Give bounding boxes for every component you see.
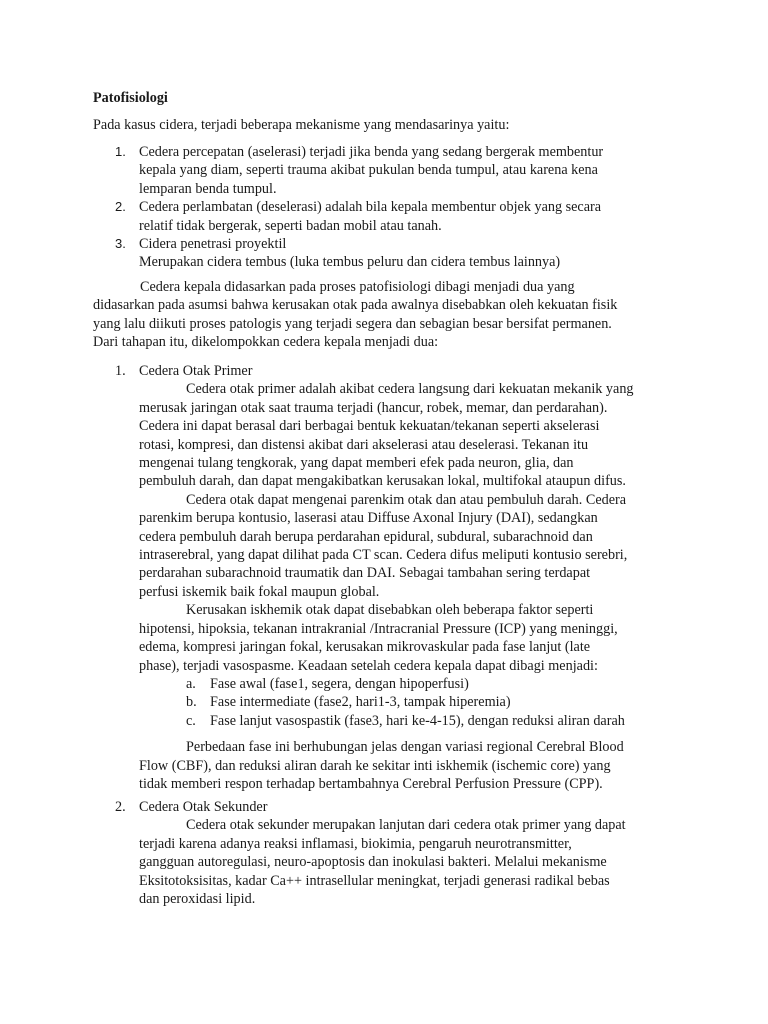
paragraph [115, 491, 670, 601]
list-item [115, 712, 670, 730]
list-number: 3. [115, 236, 126, 252]
text-line: dan peroxidasi lipid. [139, 891, 256, 908]
mechanism-list [93, 143, 653, 272]
list-item [115, 675, 670, 693]
list-number: 1. [115, 144, 126, 159]
list-number: 2. [115, 199, 126, 215]
section-number: 2. [115, 799, 126, 815]
text-line: kepala yang diam, seperti trauma akibat pukulan benda tumpul, atau karena kena [139, 162, 598, 179]
list-item [115, 693, 670, 711]
text-line: lemparan benda tumpul. [139, 180, 277, 197]
text-line: Dari tahapan itu, dikelompokkan cedera kepala menjadi dua: [93, 334, 439, 351]
text-line: merusak jaringan otak saat trauma terjadi (hancur, robek, memar, dan perdarahan). [139, 399, 608, 416]
text-line: Cedera otak dapat mengenai parenkim otak dan atau pembuluh darah. Cedera [186, 491, 627, 508]
list-item-text: Fase intermediate (fase2, hari1-3, tampak hiperemia) [210, 694, 511, 711]
text-line: mengenai tulang tengkorak, yang dapat memberi efek pada neuron, glia, dan [139, 455, 574, 472]
text-line: perfusi iskemik baik fokal maupun global. [139, 583, 380, 600]
text-line: Cedera otak primer adalah akibat cedera langsung dari kekuatan mekanik yang [186, 381, 634, 398]
text-line: Perbedaan fase ini berhubungan jelas dengan variasi regional Cerebral Blood [186, 739, 624, 756]
text-line: yang lalu diikuti proses patologis yang terjadi segera dan sebagian besar bersifat permanen. [93, 315, 612, 332]
text-line: pembuluh darah, dan dapat mengakibatkan kerusakan lokal, multifokal ataupun difus. [139, 473, 626, 490]
list-item [93, 235, 653, 272]
text-line: Cedera kepala didasarkan pada proses patofisiologi dibagi menjadi dua yang [140, 279, 575, 295]
text-line: phase), terjadi vasospasme. Keadaan setelah cedera kepala dapat dibagi menjadi: [139, 657, 598, 674]
text-line: Flow (CBF), dan reduksi aliran darah ke sekitar inti iskhemik (ischemic core) yang [139, 757, 611, 774]
text-line: Cedera percepatan (aselerasi) terjadi jika benda yang sedang bergerak membentur [139, 144, 604, 160]
list-item [93, 143, 653, 198]
text-line: cedera pembuluh darah berupa perdarahan epidural, subdural, subarachnoid dan [139, 528, 593, 545]
section-primary-injury [115, 362, 670, 793]
text-line: Cedera perlambatan (deselerasi) adalah bila kepala membentur objek yang secara [139, 199, 602, 216]
list-letter: a. [186, 675, 196, 692]
text-line: Merupakan cidera tembus (luka tembus peluru dan cidera tembus lainnya) [139, 254, 561, 271]
text-line: terjadi karena adanya reaksi inflamasi, biokimia, pengaruh neurotransmitter, [139, 835, 572, 852]
text-line: gangguan autoregulasi, neuro-apoptosis dan inokulasi bakteri. Melalui mekanisme [139, 854, 607, 871]
list-item-text: Fase lanjut vasospastik (fase3, hari ke-4-15), dengan reduksi aliran darah [210, 712, 625, 729]
text-line: tidak memberi respon terhadap bertambahnya Cerebral Perfusion Pressure (CPP). [139, 775, 603, 792]
text-line: perdarahan subarachnoid traumatik dan DAI. Sebagai tambahan sering terdapat [139, 565, 591, 582]
text-line: Cidera penetrasi proyektil [139, 236, 287, 253]
paragraph [115, 380, 670, 490]
list-item [93, 198, 653, 235]
section-secondary-injury [115, 798, 670, 908]
text-line: didasarkan pada asumsi bahwa kerusakan otak pada awalnya disebabkan oleh kekuatan fisik [93, 297, 618, 314]
paragraph-classification [93, 278, 668, 352]
text-line: hipotensi, hipoksia, tekanan intrakranial /Intracranial Pressure (ICP) yang meninggi, [139, 620, 618, 637]
phase-list [115, 675, 670, 730]
text-line: rotasi, kompresi, dan distensi akibat dari akselerasi atau deselerasi. Tekanan itu [139, 436, 589, 453]
list-item-text: Fase awal (fase1, segera, dengan hipoperfusi) [210, 675, 469, 692]
text-line: parenkim berupa kontusio, laserasi atau Diffuse Axonal Injury (DAI), sedangkan [139, 510, 598, 527]
paragraph [115, 816, 670, 908]
text-line: intraserebral, yang dapat dilihat pada CT scan. Cedera difus meliputi kontusio serebri, [139, 547, 628, 564]
paragraph [115, 601, 670, 675]
text-line: relatif tidak bergerak, seperti badan mobil atau tanah. [139, 217, 442, 234]
text-line: Eksitotoksisitas, kadar Ca++ intrasellular meningkat, terjadi generasi radikal bebas [139, 872, 610, 889]
page-title: Patofisiologi [93, 90, 168, 106]
text-line: edema, kompresi jaringan fokal, kerusakan mikrovaskular pada fase lanjut (late [139, 639, 591, 656]
list-letter: b. [186, 694, 197, 711]
text-line: Cedera ini dapat berasal dari berbagai bentuk kekuatan/tekanan seperti akselerasi [139, 418, 600, 435]
section-title: Cedera Otak Sekunder [139, 799, 268, 815]
intro-text: Pada kasus cidera, terjadi beberapa mekanisme yang mendasarinya yaitu: [93, 117, 510, 133]
text-line: Cedera otak sekunder merupakan lanjutan dari cedera otak primer yang dapat [186, 817, 626, 834]
section-title: Cedera Otak Primer [139, 363, 253, 379]
list-letter: c. [186, 712, 196, 729]
text-line: Kerusakan iskhemik otak dapat disebabkan oleh beberapa faktor seperti [186, 602, 594, 619]
paragraph [115, 738, 670, 793]
section-number: 1. [115, 363, 126, 379]
